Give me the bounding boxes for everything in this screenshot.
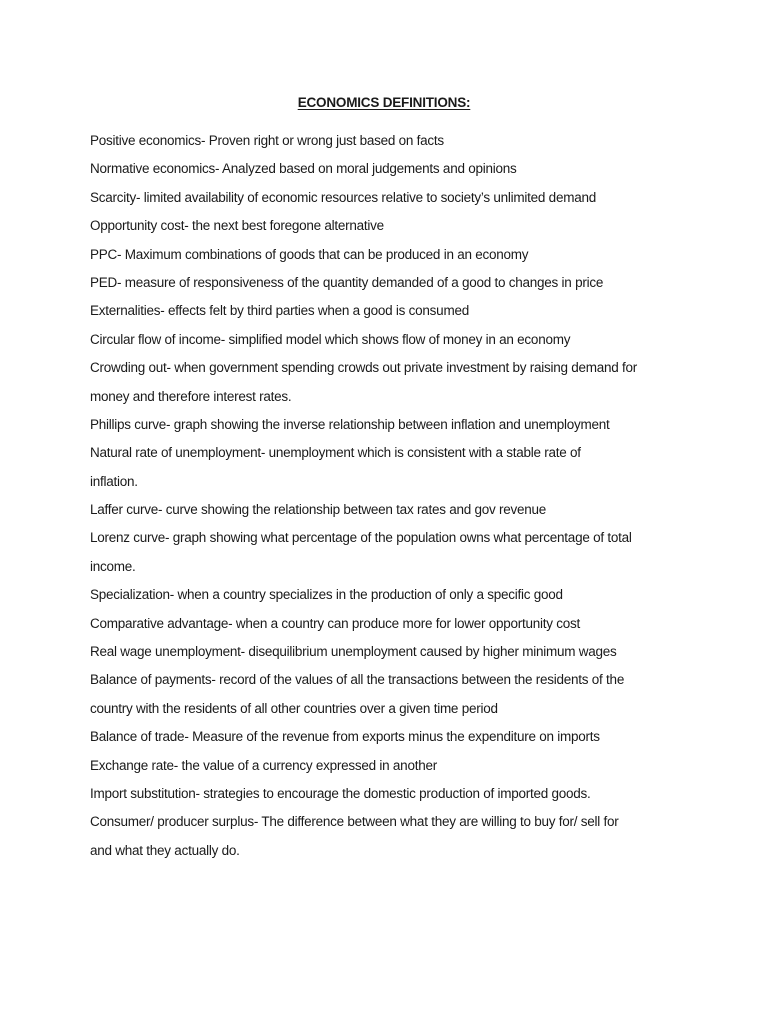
definition-line: Circular flow of income- simplified model which shows flow of money in an economy — [90, 331, 571, 347]
definition-line: Laffer curve- curve showing the relationship between tax rates and gov revenue — [90, 502, 547, 518]
definition-line: Externalities- effects felt by third parties when a good is consumed — [90, 303, 469, 319]
definition-line: Real wage unemployment- disequilibrium unemployment caused by higher minimum wages — [90, 644, 617, 660]
definition-line: Exchange rate- the value of a currency expressed in another — [90, 757, 437, 773]
definition-line: PED- measure of responsiveness of the quantity demanded of a good to changes in price — [90, 274, 604, 290]
definition-line: Lorenz curve- graph showing what percentage of the population owns what percentage of total — [90, 530, 632, 546]
definition-line: PPC- Maximum combinations of goods that can be produced in an economy — [90, 246, 529, 262]
definitions-list — [90, 131, 690, 869]
definition-line: inflation. — [90, 473, 138, 489]
definition-line: Balance of trade- Measure of the revenue from exports minus the expenditure on imports — [90, 729, 600, 745]
definition-line: Import substitution- strategies to encourage the domestic production of imported goods. — [90, 785, 591, 801]
definition-line: Opportunity cost- the next best foregone alternative — [90, 218, 384, 234]
definition-line: Natural rate of unemployment- unemployment which is consistent with a stable rate of — [90, 445, 581, 461]
definition-line: and what they actually do. — [90, 842, 240, 858]
definition-line: Consumer/ producer surplus- The difference between what they are willing to buy for/ sell for — [90, 814, 619, 830]
definition-line: Normative economics- Analyzed based on moral judgements and opinions — [90, 161, 517, 177]
definition-line: Crowding out- when government spending crowds out private investment by raising demand for — [90, 360, 638, 376]
definition-line: income. — [90, 558, 136, 574]
definition-line: money and therefore interest rates. — [90, 388, 292, 404]
definition-line: Scarcity- limited availability of economic resources relative to society’s unlimited demand — [90, 189, 596, 205]
definition-line: Comparative advantage- when a country can produce more for lower opportunity cost — [90, 615, 581, 631]
document-title: ECONOMICS DEFINITIONS: — [297, 95, 471, 110]
definition-line: Balance of payments- record of the values of all the transactions between the residents of the — [90, 672, 625, 688]
definition-line: Positive economics- Proven right or wrong just based on facts — [90, 133, 444, 148]
definition-line: country with the residents of all other countries over a given time period — [90, 700, 498, 716]
definition-line: Specialization- when a country specializes in the production of only a specific good — [90, 587, 563, 603]
definition-line: Phillips curve- graph showing the inverse relationship between inflation and unemployment — [90, 416, 610, 432]
